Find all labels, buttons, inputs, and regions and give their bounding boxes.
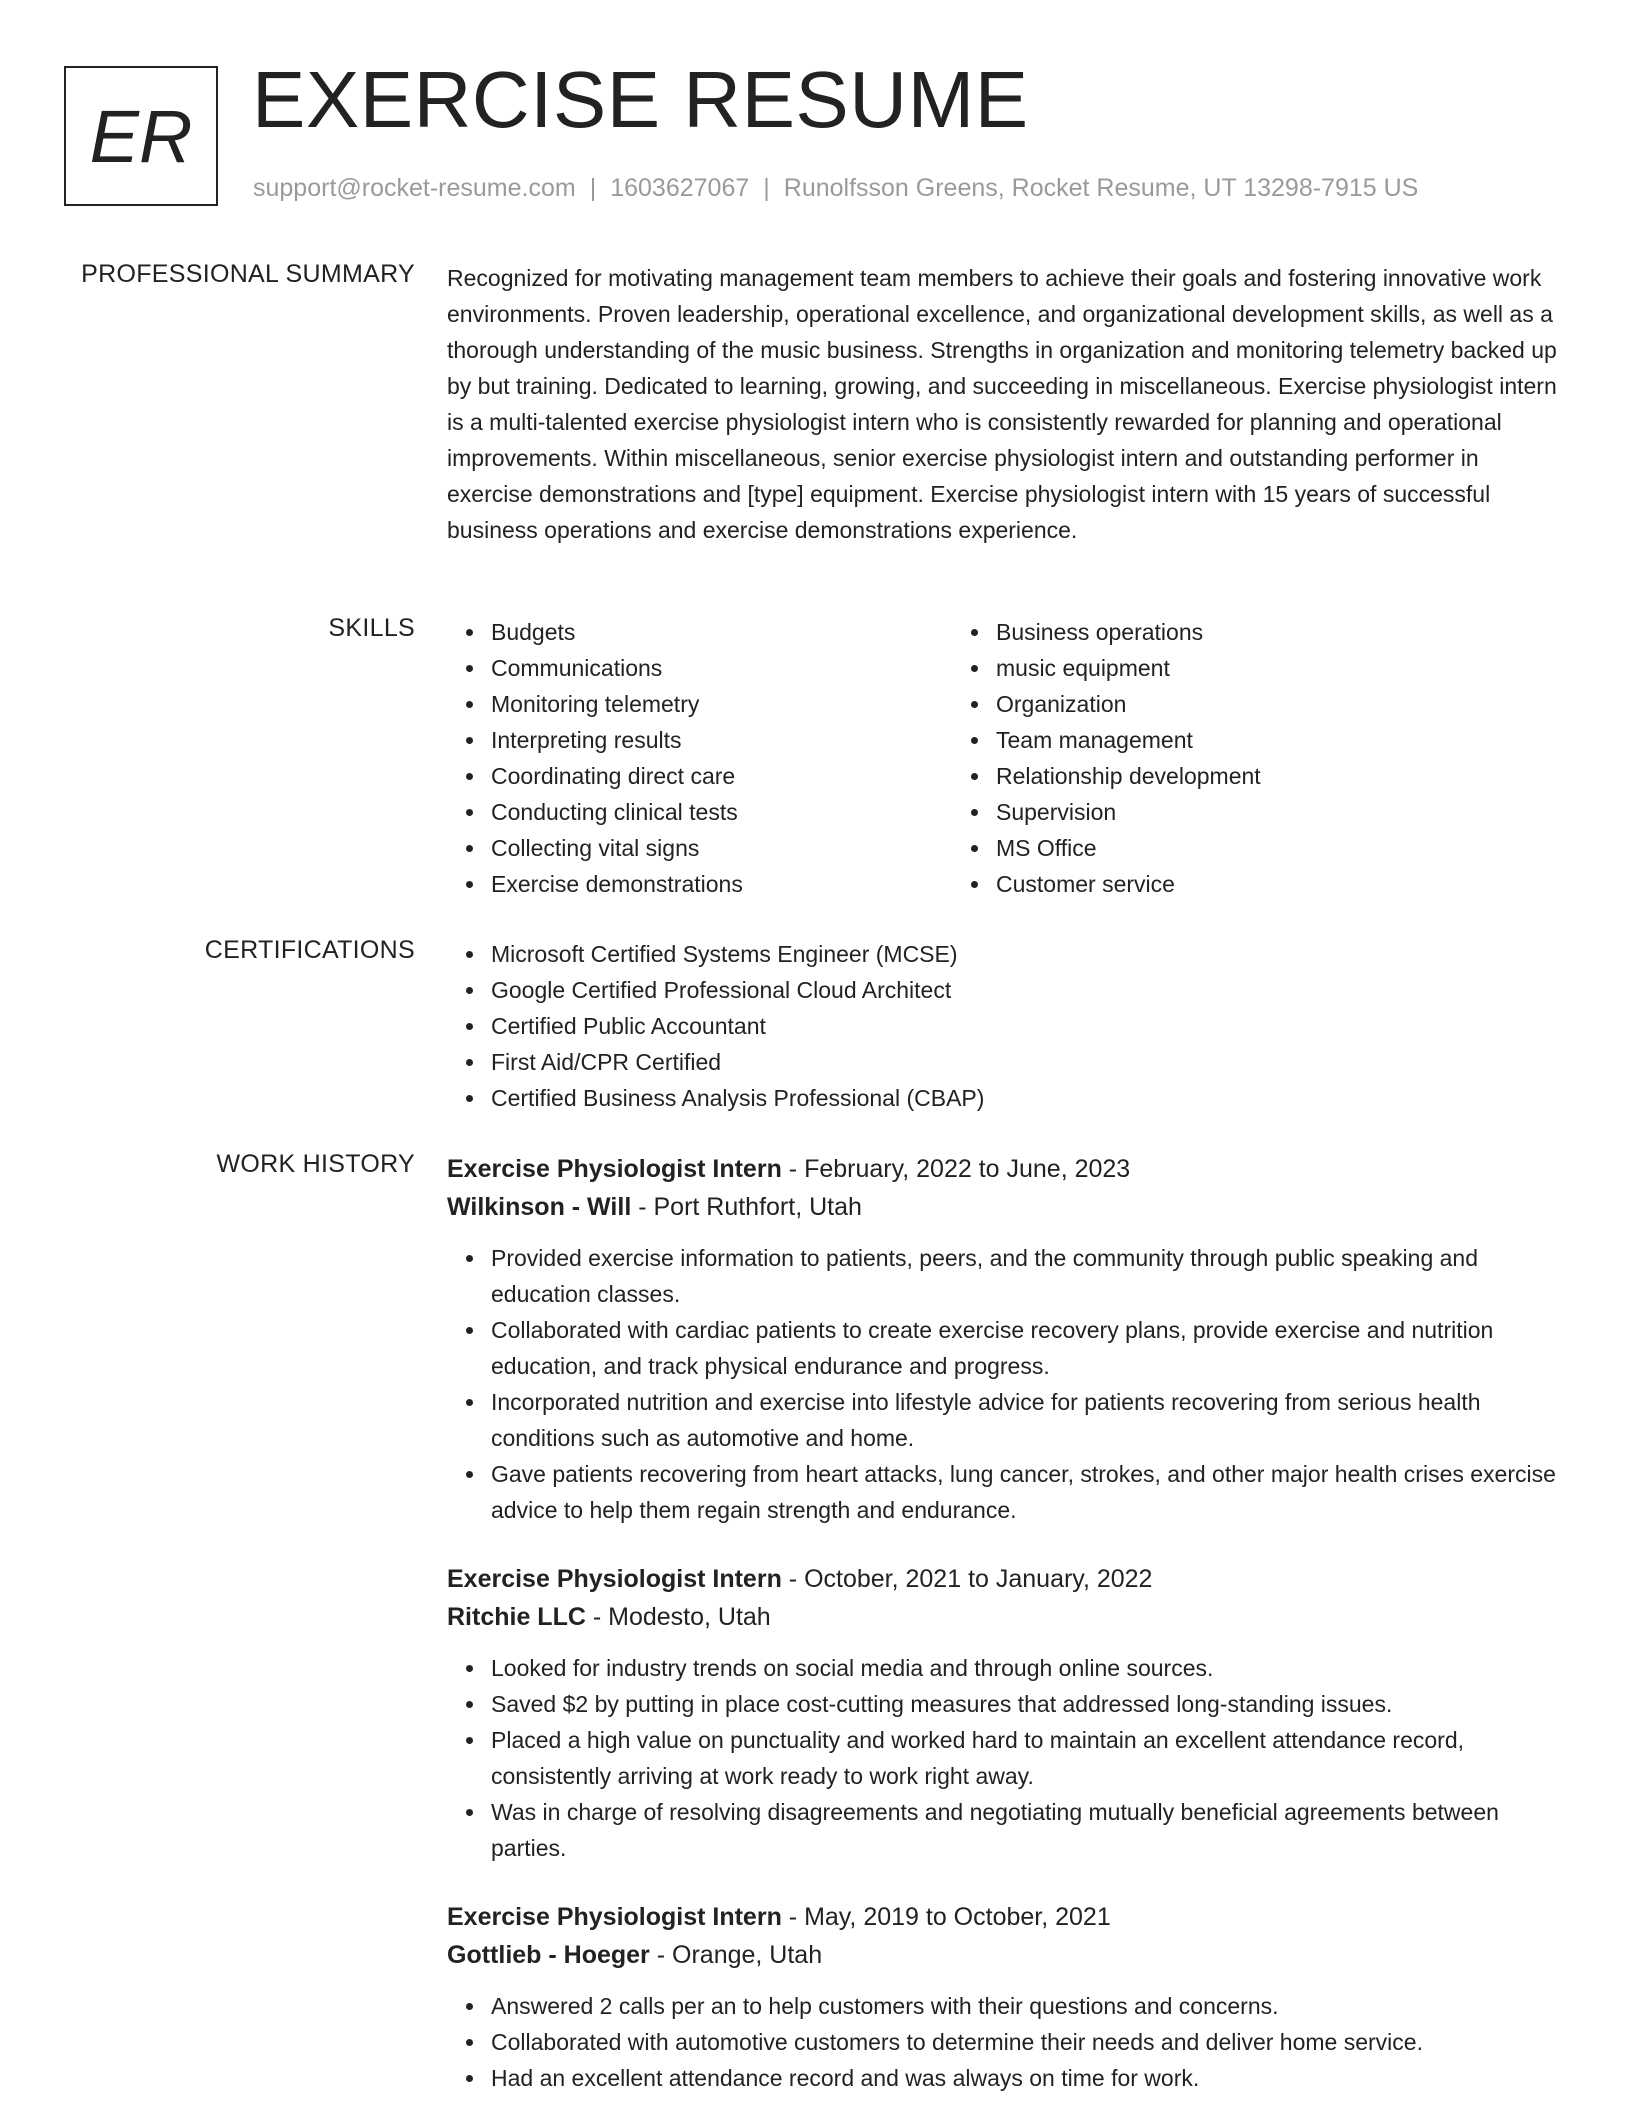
skill-item: Communications [491, 650, 952, 686]
skills-list-right [952, 614, 1512, 902]
skills-body [447, 614, 1562, 902]
certifications-body [447, 936, 1562, 1116]
dash-separator: - [781, 1565, 805, 1593]
dash-separator: - [781, 1903, 805, 1931]
job-company: Wilkinson - Will [447, 1193, 632, 1221]
dash-separator: - [585, 1603, 609, 1631]
job-location: Orange, Utah [672, 1941, 823, 1969]
job-title-line [447, 1560, 1562, 1598]
contact-separator: | [589, 174, 597, 202]
skill-item: Organization [996, 686, 1512, 722]
skill-item: MS Office [996, 830, 1512, 866]
work-history-heading: WORK HISTORY [216, 1150, 415, 1178]
certification-item: Certified Business Analysis Professional (CBAP) [491, 1080, 1562, 1116]
job-duty-item: Looked for industry trends on social media and through online sources. [491, 1650, 1562, 1686]
initials-monogram [64, 66, 218, 206]
certifications-list [447, 936, 1562, 1116]
skill-item: Team management [996, 722, 1512, 758]
job-duty-item: Answered 2 calls per an to help customers with their questions and concerns. [491, 1988, 1562, 2024]
job-dates: February, 2022 to June, 2023 [804, 1155, 1131, 1183]
job-company: Ritchie LLC [447, 1603, 586, 1631]
skill-item: Monitoring telemetry [491, 686, 952, 722]
job-duties-list [447, 1988, 1562, 2096]
certification-item: First Aid/CPR Certified [491, 1044, 1562, 1080]
summary-body [447, 260, 1562, 548]
job-location: Modesto, Utah [608, 1603, 771, 1631]
job-title: Exercise Physiologist Intern [447, 1565, 782, 1593]
job-duty-item: Gave patients recovering from heart attacks, lung cancer, strokes, and other major health crises exercise advice to help them regain strength and endurance. [491, 1456, 1562, 1528]
job-duty-item: Incorporated nutrition and exercise into lifestyle advice for patients recovering from serious health conditions such as automotive and home. [491, 1384, 1562, 1456]
dash-separator: - [781, 1155, 805, 1183]
job-duty-item: Was in charge of resolving disagreements and negotiating mutually beneficial agreements between parties. [491, 1794, 1562, 1866]
job-entry [447, 1560, 1562, 1866]
job-dates: October, 2021 to January, 2022 [804, 1565, 1153, 1593]
summary-text: Recognized for motivating management team members to achieve their goals and fostering innovative work environments. Proven leadership, operational excellence, and organizational development skills, as well as a thorough understanding of the music business. Strengths in organization and monitoring telemetry backed up by but training. Dedicated to learning, growing, and succeeding in miscellaneous. Exercise physiologist intern is a multi-talented exercise physiologist intern who is consistently rewarded for planning and operational improvements. Within miscellaneous, senior exercise physiologist intern and outstanding performer in exercise demonstrations and [type] equipment. Exercise physiologist intern with 15 years of successful business operations and exercise demonstrations experience. [447, 265, 1557, 543]
job-company-line [447, 1188, 1562, 1226]
skills-heading: SKILLS [328, 614, 415, 642]
summary-heading: PROFESSIONAL SUMMARY [81, 260, 415, 288]
job-location: Port Ruthfort, Utah [653, 1193, 862, 1221]
certification-item: Microsoft Certified Systems Engineer (MCSE) [491, 936, 1562, 972]
job-company-line [447, 1936, 1562, 1974]
job-duty-item: Had an excellent attendance record and was always on time for work. [491, 2060, 1562, 2096]
skill-item: Customer service [996, 866, 1512, 902]
work-history-body [447, 1150, 1562, 2128]
skill-item: Exercise demonstrations [491, 866, 952, 902]
job-dates: May, 2019 to October, 2021 [804, 1903, 1111, 1931]
skill-item: music equipment [996, 650, 1512, 686]
job-duty-item: Placed a high value on punctuality and worked hard to maintain an excellent attendance record, consistently arriving at work ready to work right away. [491, 1722, 1562, 1794]
skill-item: Interpreting results [491, 722, 952, 758]
job-duties-list [447, 1650, 1562, 1866]
contact-separator: | [763, 174, 770, 202]
job-duty-item: Collaborated with automotive customers to determine their needs and deliver home service. [491, 2024, 1562, 2060]
contact-phone: 1603627067 [610, 174, 750, 202]
skills-list-left [447, 614, 952, 902]
dash-separator: - [631, 1193, 654, 1221]
contact-line [253, 174, 1418, 203]
skill-item: Conducting clinical tests [491, 794, 952, 830]
job-duty-item: Saved $2 by putting in place cost-cutting measures that addressed long-standing issues. [491, 1686, 1562, 1722]
job-title-line [447, 1898, 1562, 1936]
initials-text: ER [89, 94, 193, 178]
contact-email: support@rocket-resume.com [253, 174, 576, 202]
job-duty-item: Collaborated with cardiac patients to create exercise recovery plans, provide exercise and nutrition education, and track physical endurance and progress. [491, 1312, 1562, 1384]
job-title: Exercise Physiologist Intern [447, 1903, 782, 1931]
certifications-heading: CERTIFICATIONS [204, 936, 415, 964]
job-company-line [447, 1598, 1562, 1636]
skill-item: Collecting vital signs [491, 830, 952, 866]
skill-item: Budgets [491, 614, 952, 650]
resume-name: EXERCISE RESUME [252, 55, 1029, 144]
contact-address: Runolfsson Greens, Rocket Resume, UT 13298-7915 US [783, 174, 1419, 202]
job-company: Gottlieb - Hoeger [447, 1941, 650, 1969]
skill-item: Coordinating direct care [491, 758, 952, 794]
skill-item: Relationship development [996, 758, 1512, 794]
job-duties-list [447, 1240, 1562, 1528]
job-entry [447, 1898, 1562, 2096]
certification-item: Certified Public Accountant [491, 1008, 1562, 1044]
job-duty-item: Provided exercise information to patients, peers, and the community through public speaking and education classes. [491, 1240, 1562, 1312]
job-entry [447, 1150, 1562, 1528]
job-title-line [447, 1150, 1562, 1188]
dash-separator: - [649, 1941, 673, 1969]
skill-item: Business operations [996, 614, 1512, 650]
certification-item: Google Certified Professional Cloud Architect [491, 972, 1562, 1008]
job-title: Exercise Physiologist Intern [447, 1155, 782, 1183]
skill-item: Supervision [996, 794, 1512, 830]
